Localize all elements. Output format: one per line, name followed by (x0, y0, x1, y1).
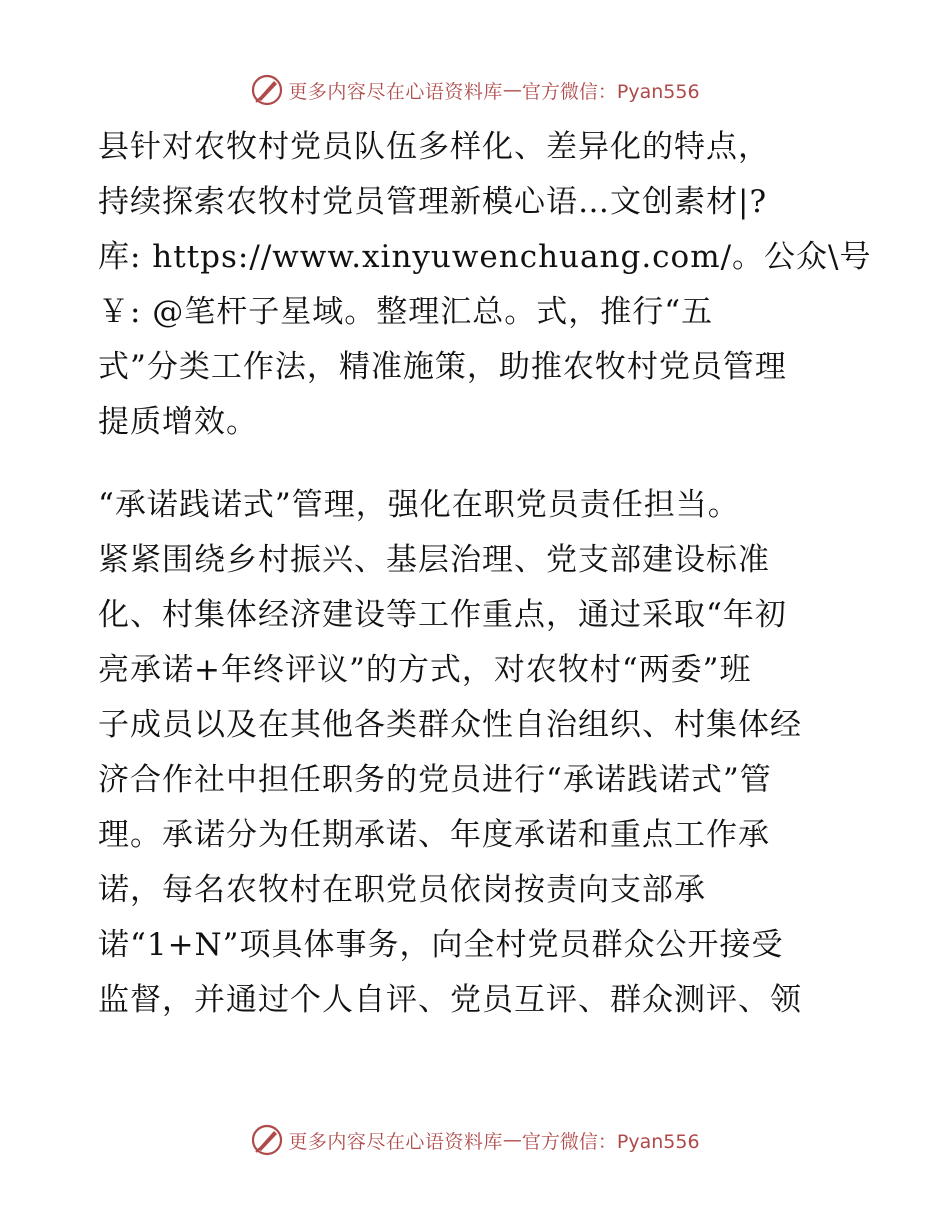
footer-banner-text: 更多内容尽在心语资料库 (288, 1130, 503, 1153)
text-line: ￥: @笔杆子星域。整理汇总。式，推行“五 (98, 294, 714, 330)
paragraph (98, 120, 872, 450)
footer-banner-contact: 官方微信：Pyan556 (521, 1130, 700, 1153)
text-line: 提质增效。 (98, 404, 258, 440)
text-line: 济合作社中担任职务的党员进行“承诺践诺式”管 (98, 762, 772, 798)
footer-banner (0, 1118, 950, 1162)
header-banner (0, 68, 950, 112)
text-line: 诺，每名农牧村在职党员依岗按责向支部承 (98, 872, 706, 908)
header-banner-contact: 官方微信：Pyan556 (521, 80, 700, 103)
text-line: 诺“1+N”项具体事务，向全村党员群众公开接受 (98, 927, 784, 963)
text-line: 理。承诺分为任期承诺、年度承诺和重点工作承 (98, 817, 770, 853)
quill-pen-logo-icon (250, 1123, 284, 1157)
text-line: “承诺践诺式”管理，强化在职党员责任担当。 (98, 487, 740, 523)
document-body (98, 120, 872, 1028)
text-line: 紧紧围绕乡村振兴、基层治理、党支部建设标准 (98, 542, 770, 578)
text-line: 县针对农牧村党员队伍多样化、差异化的特点， (98, 129, 770, 165)
paragraph (98, 478, 858, 1028)
quill-pen-logo-icon (250, 73, 284, 107)
text-line: 监督，并通过个人自评、党员互评、群众测评、领 (98, 982, 802, 1018)
footer-banner-separator: — (502, 1129, 522, 1151)
text-line: 库: https://www.xinyuwenchuang.com/。公众\号 (98, 239, 872, 275)
text-line: 式”分类工作法，精准施策，助推农牧村党员管理 (98, 349, 787, 385)
text-line: 子成员以及在其他各类群众性自治组织、村集体经 (98, 707, 802, 743)
text-line: 亮承诺+年终评议”的方式，对农牧村“两委”班 (98, 652, 752, 688)
header-banner-text: 更多内容尽在心语资料库 (288, 80, 503, 103)
paragraph-gap (98, 450, 858, 478)
text-line: 化、村集体经济建设等工作重点，通过采取“年初 (98, 597, 787, 633)
text-line: 持续探索农牧村党员管理新模心语…文创素材|? (98, 184, 768, 220)
header-banner-separator: — (502, 79, 522, 101)
